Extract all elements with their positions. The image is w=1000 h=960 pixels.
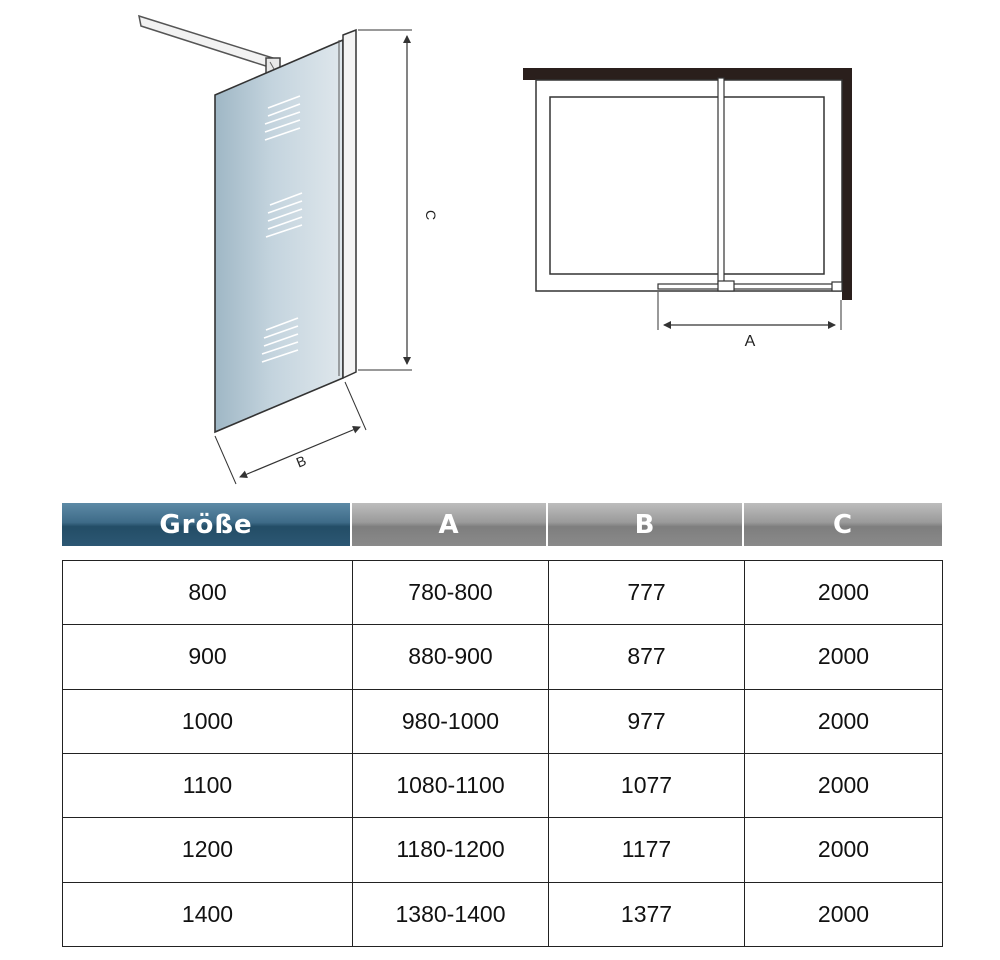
cell-size: 900 xyxy=(63,625,353,689)
cell-size: 1000 xyxy=(63,689,353,753)
wall-profile xyxy=(343,30,356,378)
glass-panel-perspective xyxy=(139,16,439,484)
cell-b: 1177 xyxy=(549,818,745,882)
table-row xyxy=(63,561,943,625)
header-size: Größe xyxy=(62,503,350,546)
cell-a: 1080-1100 xyxy=(353,753,549,817)
cell-c: 2000 xyxy=(745,625,943,689)
glass-panel-plan xyxy=(658,284,842,289)
support-bar xyxy=(139,16,280,80)
cell-c: 2000 xyxy=(745,753,943,817)
cell-a: 1380-1400 xyxy=(353,882,549,946)
support-bar-plan xyxy=(718,78,724,286)
table-row xyxy=(63,625,943,689)
table-row xyxy=(63,689,943,753)
dimension-a xyxy=(658,292,841,350)
cell-size: 1400 xyxy=(63,882,353,946)
cell-a: 980-1000 xyxy=(353,689,549,753)
cell-a: 880-900 xyxy=(353,625,549,689)
cell-a: 1180-1200 xyxy=(353,818,549,882)
cell-size: 1200 xyxy=(63,818,353,882)
table-row xyxy=(63,753,943,817)
header-b: B xyxy=(548,503,742,546)
shower-top-view xyxy=(523,68,852,350)
cell-size: 800 xyxy=(63,561,353,625)
cell-b: 1377 xyxy=(549,882,745,946)
cell-b: 1077 xyxy=(549,753,745,817)
cell-b: 877 xyxy=(549,625,745,689)
header-c: C xyxy=(744,503,942,546)
table-row xyxy=(63,818,943,882)
cell-c: 2000 xyxy=(745,882,943,946)
dimension-label-c: C xyxy=(423,209,439,221)
cell-c: 2000 xyxy=(745,818,943,882)
dimension-label-b: B xyxy=(293,452,309,471)
dimension-c xyxy=(358,30,439,370)
header-a: A xyxy=(352,503,546,546)
glass-pane xyxy=(215,40,343,432)
cell-b: 777 xyxy=(549,561,745,625)
dimension-label-a: A xyxy=(744,333,756,350)
cell-b: 977 xyxy=(549,689,745,753)
cell-c: 2000 xyxy=(745,689,943,753)
cell-a: 780-800 xyxy=(353,561,549,625)
table-row xyxy=(63,882,943,946)
cell-size: 1100 xyxy=(63,753,353,817)
cell-c: 2000 xyxy=(745,561,943,625)
size-table xyxy=(62,560,943,947)
shower-tray-inner xyxy=(550,97,824,274)
